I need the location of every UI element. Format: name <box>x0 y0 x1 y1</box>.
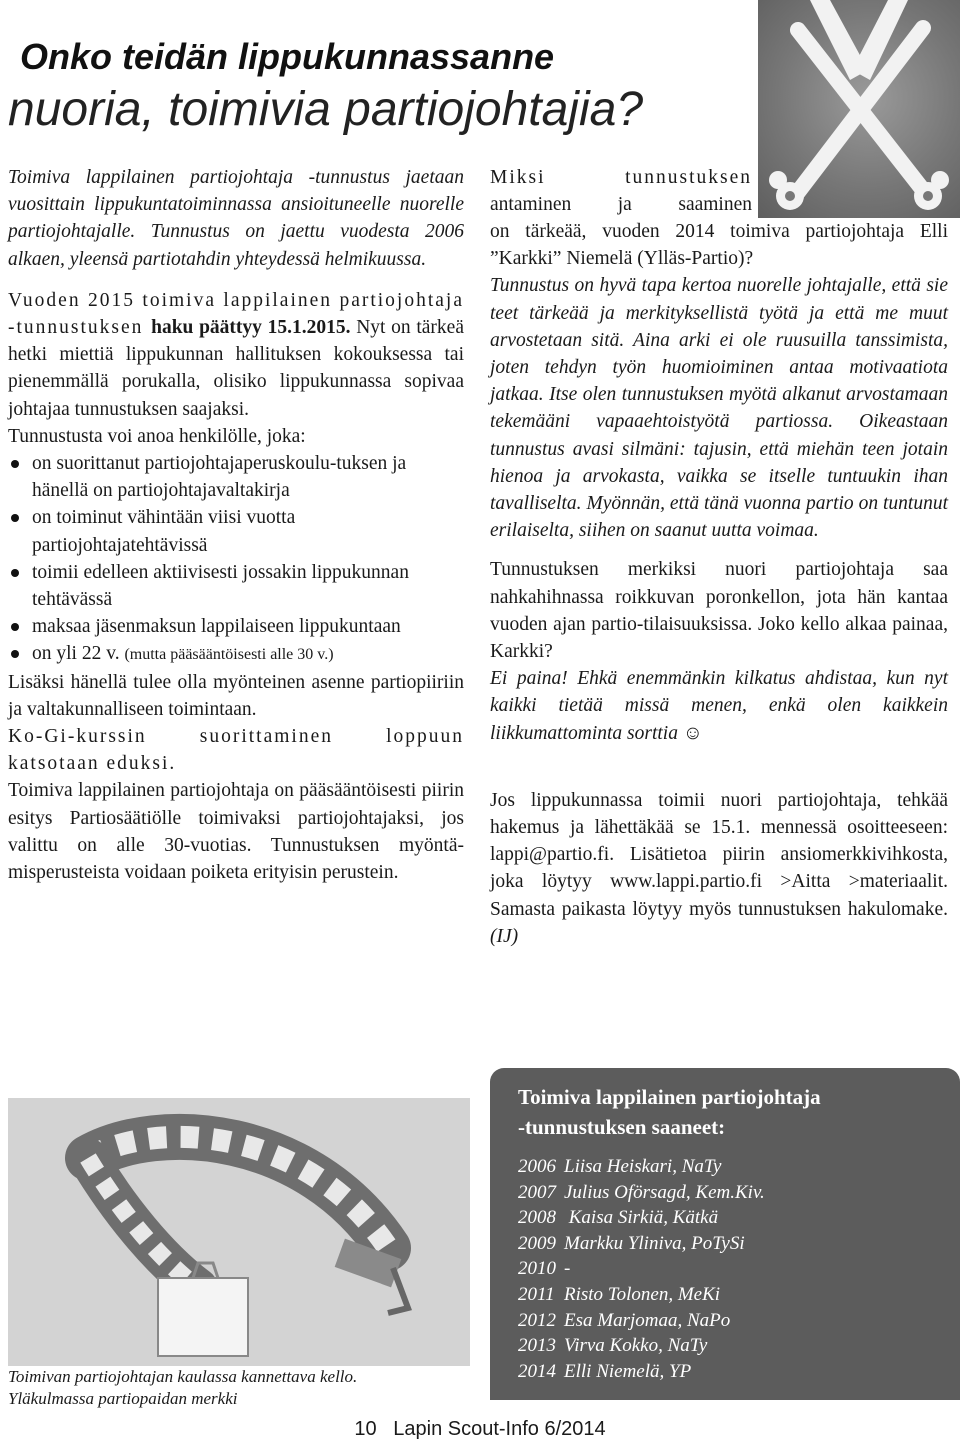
page-footer <box>0 1418 960 1441</box>
awarding-paragraph: Toimiva lappilainen partiojohtaja on pääsääntöisesti piirin esitys Partiosäätiölle toimivaksi partiojohtajaksi, jos valittu on alle 30-vuotias. Tunnustuksen myöntä-misperusteista voidaan poiketa erityisin perustein. <box>8 780 464 884</box>
kogi-paragraph: Ko-Gi-kurssin suorittaminen loppuun katsotaan eduksi. <box>8 726 464 775</box>
bell-strap-photo <box>8 1098 470 1366</box>
deadline-paragraph: Vuoden 2015 toimiva lappilainen partiojohtaja -tunnustuksen haku päättyy 15.1.2015. Nyt on tärkeä hetki miettiä lippukunnan hallituksen kokouksessa tai pienemmällä porukalla, olisiko lippukunnassa sopivaa johtajaa tunnustuksen saajaksi. <box>8 289 464 420</box>
list-item: 2006 Liisa Heiskari, NaTy <box>518 1156 722 1177</box>
article-title-line1: Onko teidän lippukunnassanne <box>20 36 555 77</box>
list-item: 2008 Kaisa Sirkiä, Kätkä <box>518 1207 719 1229</box>
list-item: toimii edelleen aktiivisesti jossakin lippukunnan tehtävässä <box>8 559 464 613</box>
question-line3: on tärkeää, vuoden 2014 toimiva partiojohtaja Elli ”Karkki” Niemelä (Ylläs-Partio)? <box>490 221 948 270</box>
list-item: on yli 22 v. (mutta pääsääntöisesti alle 30 v.) <box>8 640 464 668</box>
list-item: 2011 Risto Tolonen, MeKi <box>518 1283 721 1305</box>
list-item: on toiminut vähintään viisi vuotta partiojohtajatehtävissä <box>8 504 464 558</box>
list-item: 2010 - <box>518 1258 571 1280</box>
recipients-box <box>490 1068 960 1400</box>
right-column <box>490 218 948 950</box>
requirements-intro: Tunnustusta voi anoa henkilölle, joka: <box>8 425 306 447</box>
crossed-skis-badge-icon <box>758 0 960 218</box>
intro-paragraph: Toimiva lappilainen partiojohtaja -tunnustus jaetaan vuosittain lippukuntatoiminnassa ansioituneelle nuorelle partiojohtajalle. Tunnustus on jaettu vuodesta 2006 alkaen, yleensä partiotahdin yhteydessä helmikuussa. <box>8 167 464 270</box>
list-item: 2014 Elli Niemelä, YP <box>518 1360 692 1382</box>
bell-paragraph: Tunnustuksen merkiksi nuori partiojohtaja saa nahkahihnassa roikkuvan poronkellon, jota hän kantaa vuoden ajan partio-tilaisuuksissa. Joko kello alkaa painaa, Karkki? Ei paina! Ehkä enemmänkin kilkatus ahdistaa, kun nyt kaikki tietää missä menen, enkä olen kaikkein liikkumattominta sorttia ☺ <box>490 559 948 744</box>
page-number: 10 <box>354 1418 377 1440</box>
article-title-line2: nuoria, toimivia partiojohtajia? <box>8 83 644 136</box>
question-line2: antaminen ja saaminen <box>490 194 752 216</box>
scout-badge-photo <box>758 0 960 218</box>
list-item: 2012 Esa Marjomaa, NaPo <box>518 1309 731 1331</box>
list-item: maksaa jäsenmaksun lappilaiseen lippukuntaan <box>8 613 464 640</box>
list-item: on suorittanut partiojohtajaperuskoulu-tuksen ja hänellä on partiojohtajavaltakirja <box>8 450 464 504</box>
left-column <box>8 164 464 886</box>
deadline-date: haku päättyy 15.1.2015. <box>151 317 351 339</box>
requirements-list <box>8 450 464 669</box>
author-signature: (IJ) <box>490 925 519 947</box>
recipients-list <box>518 1154 765 1384</box>
list-item: 2013 Virva Kokko, NaTy <box>518 1335 708 1357</box>
interview-answer: Tunnustus on hyvä tapa kertoa nuorelle johtajalle, että sie teet tärkeää ja merkityksellistä työtä ja että me muut arvostetaan sitä. Aina arki ei ole ruusuilla tanssimista, joten tehdyn työn huomioiminen antaa motivaatiota jatkaa. Itse olen tunnustuksen myötä alkanut arvostamaan tekemääni vapaaehtoistyötä partiossa. Oikeastaan tunnustus avasi silmäni: tajusin, että miehän teen jotain hienoa ja arvokasta, vaikka se itselle tuntuukin ihan tavalliselta. Myönnän, että tänä vuonna partio on tuntunut erilaiselta, siihen on saanut uutta voimaa. <box>490 275 948 542</box>
publication-name: Lapin Scout-Info 6/2014 <box>393 1418 606 1440</box>
list-item: 2007 Julius Oförsagd, Kem.Kiv. <box>518 1181 765 1203</box>
apply-paragraph: Jos lippukunnassa toimii nuori partiojohtaja, tehkää hakemus ja lähettäkää se 15.1. mennessä osoitteeseen: lappi@partio.fi. Lisätietoa piirin ansiomerkkivihkosta, joka löytyy www.lappi.partio.fi >Aitta >materiaalit. Samasta paikasta löytyy myös tunnustuksen hakulomake. (IJ) <box>490 789 948 947</box>
question-lead <box>490 164 752 218</box>
photo-caption: Toimivan partiojohtajan kaulassa kannettava kello. Yläkulmassa partiopaidan merkki <box>8 1367 358 1408</box>
attitude-paragraph: Lisäksi hänellä tulee olla myönteinen asenne partiopiiriin ja valtakunnalliseen toimintaan. <box>8 671 464 720</box>
recipients-title: Toimiva lappilainen partiojohtaja -tunnustuksen saaneet: <box>518 1085 821 1139</box>
list-item: 2009 Markku Yliniva, PoTySi <box>518 1232 745 1254</box>
reindeer-bell-strap-icon <box>8 1098 470 1366</box>
question-line1: Miksi tunnustuksen <box>490 167 752 188</box>
